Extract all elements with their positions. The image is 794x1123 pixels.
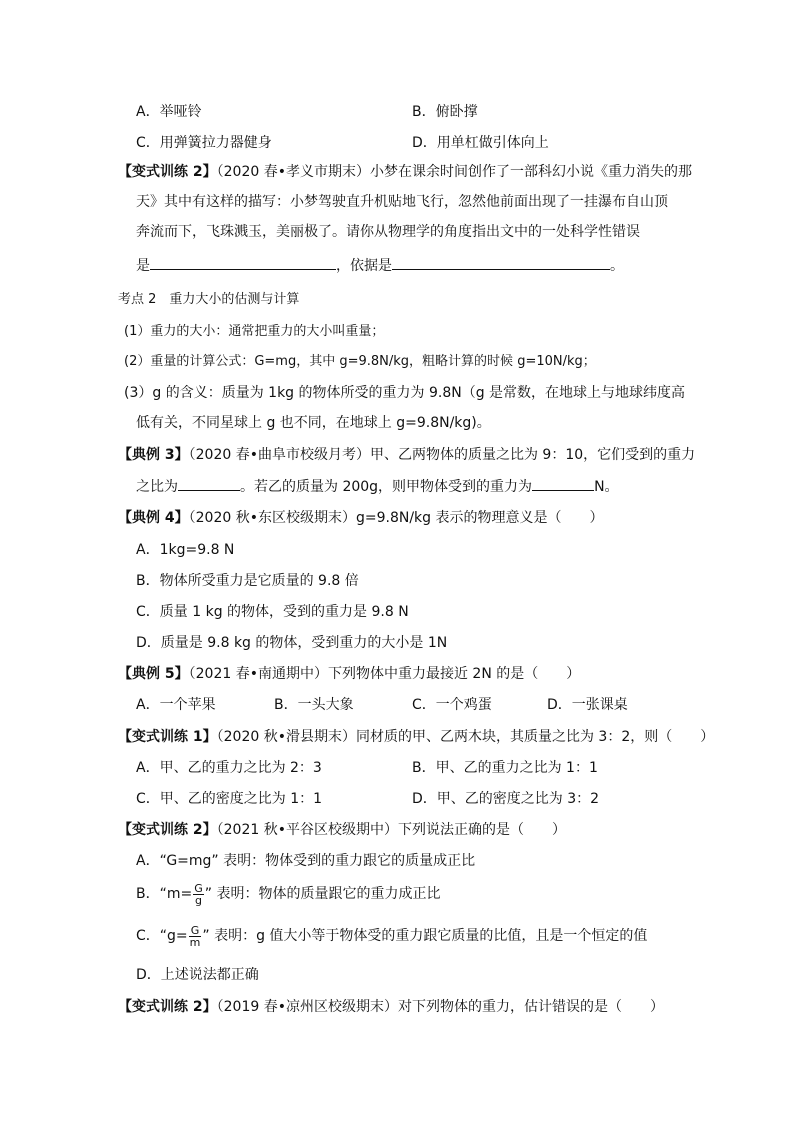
option-d: D．甲、乙的密度之比为 3：2: [412, 791, 600, 807]
answer-blank[interactable]: [178, 476, 240, 491]
option-a: A．1kg=9.8 N: [136, 542, 235, 558]
option-c: C．质量 1 kg 的物体，受到的重力是 9.8 N: [136, 604, 409, 620]
option-c: C．甲、乙的密度之比为 1：1: [136, 791, 323, 807]
question-dl5: [118, 664, 580, 684]
question-bs2a-line4: [136, 255, 624, 276]
option-c: C．一个鸡蛋: [412, 697, 492, 713]
option-d: D．用单杠做引体向上: [412, 135, 549, 151]
text-fragment: 。若乙的质量为 200g，则甲物体受到的重力为: [240, 479, 533, 495]
question-text: 下列物体中重力最接近 2N 的是（ ）: [327, 666, 581, 682]
option-a: A．“G=mg” 表明：物体受到的重力跟它的质量成正比: [136, 853, 476, 869]
question-source: （2019 春•凉州区校级期末）: [216, 999, 398, 1015]
option-a: A．一个苹果: [136, 697, 216, 713]
question-tag: 【变式训练 2】: [118, 822, 217, 838]
question-source: （2020 春•孝义市期末）: [216, 164, 370, 180]
option-b: B．一头大象: [274, 697, 354, 713]
question-bs2a-line2: 天》其中有这样的描写：小梦驾驶直升机贴地飞行，忽然他前面出现了一挂瀑布自山顶: [136, 194, 668, 210]
fraction-denominator: g: [195, 893, 202, 907]
fraction-numerator: G: [194, 881, 203, 895]
point-1: (1）重力的大小：通常把重力的大小叫重量；: [124, 324, 385, 339]
point-3-cont: 低有关，不同星球上 g 也不同，在地球上 g=9.8N/kg)。: [136, 415, 491, 431]
text-fragment: ” 表明：物体的质量跟它的重力成正比: [204, 886, 441, 902]
text-fragment: ” 表明：g 值大小等于物体受的重力跟它质量的比值，且是一个恒定的值: [202, 928, 648, 944]
question-dl3-line1: [118, 445, 695, 465]
text-fragment: 。: [610, 258, 624, 274]
point-3: (3）g 的含义：质量为 1kg 的物体所受的重力为 9.8N（g 是常数，在地球上与地球纬度高: [124, 385, 686, 401]
answer-blank[interactable]: [532, 476, 594, 491]
text-fragment: 之比为: [136, 479, 178, 495]
question-tag: 【变式训练 2】: [118, 999, 217, 1015]
option-d: D．质量是 9.8 kg 的物体，受到重力的大小是 1N: [136, 635, 448, 651]
question-dl4: [118, 508, 603, 528]
question-bs2c: [118, 997, 664, 1017]
option-a: A．举哑铃: [136, 104, 202, 120]
question-text: 甲、乙两物体的质量之比为 9：10，它们受到的重力: [369, 447, 696, 463]
option-c: C．用弹簧拉力器健身: [136, 135, 272, 151]
text-fragment: N。: [594, 479, 619, 495]
question-tag: 【变式训练 2】: [118, 164, 217, 180]
option-d: D．一张课桌: [547, 697, 628, 713]
question-bs2a-line1: [118, 162, 692, 182]
question-source: （2020 秋•滑县期末）: [216, 729, 356, 745]
option-d: D．上述说法都正确: [136, 967, 259, 983]
fraction-denominator: m: [189, 935, 201, 949]
option-b: B．俯卧撑: [412, 104, 478, 120]
question-source: （2021 春•南通期中）: [188, 666, 328, 682]
question-tag: 【典例 5】: [118, 666, 189, 682]
question-source: （2021 秋•平谷区校级期中）: [216, 822, 398, 838]
question-bs2b: [118, 820, 566, 840]
text-fragment: 是: [136, 258, 150, 274]
text-fragment: B．“m=: [136, 886, 193, 902]
question-bs2a-line3: 奔流而下，飞珠溅玉，美丽极了。请你从物理学的角度指出文中的一处科学性错误: [136, 224, 640, 240]
question-text: 同材质的甲、乙两木块，其质量之比为 3：2，则（ ）: [355, 729, 715, 745]
answer-blank[interactable]: [150, 255, 336, 270]
question-text: 对下列物体的重力，估计错误的是（ ）: [397, 999, 664, 1015]
question-text: 下列说法正确的是（ ）: [397, 822, 566, 838]
option-b: B．甲、乙的重力之比为 1：1: [412, 760, 598, 776]
question-text: g=9.8N/kg 表示的物理意义是（ ）: [355, 510, 604, 526]
point-2: (2）重量的计算公式：G=mg，其中 g=9.8N/kg，粗略计算的时候 g=10N/kg；: [124, 354, 596, 369]
fraction-numerator: G: [189, 925, 202, 937]
answer-blank[interactable]: [392, 255, 610, 270]
question-tag: 【典例 4】: [118, 510, 189, 526]
question-tag: 【变式训练 1】: [118, 729, 217, 745]
question-text: 小梦在课余时间创作了一部科幻小说《重力消失的那: [369, 164, 692, 180]
text-fragment: C．“g=: [136, 928, 188, 944]
option-b: [136, 880, 440, 908]
fraction: [193, 883, 204, 906]
text-fragment: ，依据是: [336, 258, 392, 274]
option-a: A．甲、乙的重力之比为 2：3: [136, 760, 322, 776]
fraction: [189, 925, 202, 948]
question-dl3-line2: [136, 476, 619, 497]
question-source: （2020 春•曲阜市校级月考）: [188, 447, 370, 463]
section-title: 考点 2 重力大小的估测与计算: [118, 292, 300, 307]
option-b: B．物体所受重力是它质量的 9.8 倍: [136, 573, 359, 589]
option-c: [136, 922, 647, 950]
question-tag: 【典例 3】: [118, 447, 189, 463]
question-bs1: [118, 727, 714, 747]
question-source: （2020 秋•东区校级期末）: [188, 510, 356, 526]
